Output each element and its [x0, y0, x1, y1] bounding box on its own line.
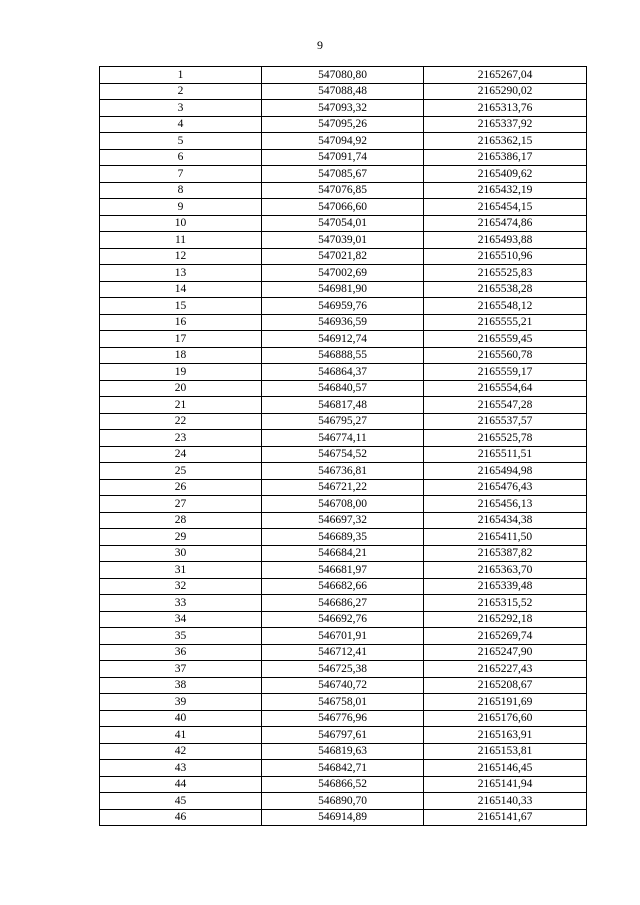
table-row	[100, 331, 587, 348]
x-coordinate-cell: 546914,89	[262, 809, 424, 826]
table-row	[100, 776, 587, 793]
table-row	[100, 710, 587, 727]
point-number-cell: 19	[100, 364, 262, 381]
table-row	[100, 446, 587, 463]
y-coordinate-cell: 2165559,17	[424, 364, 587, 381]
point-number-cell: 1	[100, 67, 262, 84]
y-coordinate-cell: 2165387,82	[424, 545, 587, 562]
point-number-cell: 3	[100, 100, 262, 117]
y-coordinate-cell: 2165141,67	[424, 809, 587, 826]
table-row	[100, 281, 587, 298]
y-coordinate-cell: 2165386,17	[424, 149, 587, 166]
y-coordinate-cell: 2165363,70	[424, 562, 587, 579]
y-coordinate-cell: 2165432,19	[424, 182, 587, 199]
y-coordinate-cell: 2165315,52	[424, 595, 587, 612]
y-coordinate-cell: 2165141,94	[424, 776, 587, 793]
table-row	[100, 380, 587, 397]
x-coordinate-cell: 546817,48	[262, 397, 424, 414]
y-coordinate-cell: 2165559,45	[424, 331, 587, 348]
point-number-cell: 35	[100, 628, 262, 645]
point-number-cell: 4	[100, 116, 262, 133]
table-row	[100, 133, 587, 150]
x-coordinate-cell: 546758,01	[262, 694, 424, 711]
y-coordinate-cell: 2165456,13	[424, 496, 587, 513]
y-coordinate-cell: 2165525,83	[424, 265, 587, 282]
point-number-cell: 32	[100, 578, 262, 595]
x-coordinate-cell: 546912,74	[262, 331, 424, 348]
y-coordinate-cell: 2165454,15	[424, 199, 587, 216]
y-coordinate-cell: 2165493,88	[424, 232, 587, 249]
table-row	[100, 760, 587, 777]
y-coordinate-cell: 2165409,62	[424, 166, 587, 183]
point-number-cell: 11	[100, 232, 262, 249]
point-number-cell: 26	[100, 479, 262, 496]
y-coordinate-cell: 2165537,57	[424, 413, 587, 430]
y-coordinate-cell: 2165247,90	[424, 644, 587, 661]
point-number-cell: 8	[100, 182, 262, 199]
table-row	[100, 298, 587, 315]
y-coordinate-cell: 2165290,02	[424, 83, 587, 100]
x-coordinate-cell: 546721,22	[262, 479, 424, 496]
table-row	[100, 727, 587, 744]
y-coordinate-cell: 2165411,50	[424, 529, 587, 546]
point-number-cell: 46	[100, 809, 262, 826]
x-coordinate-cell: 546797,61	[262, 727, 424, 744]
table-row	[100, 595, 587, 612]
y-coordinate-cell: 2165146,45	[424, 760, 587, 777]
x-coordinate-cell: 546701,91	[262, 628, 424, 645]
y-coordinate-cell: 2165547,28	[424, 397, 587, 414]
coordinates-table	[99, 66, 587, 826]
y-coordinate-cell: 2165337,92	[424, 116, 587, 133]
x-coordinate-cell: 547088,48	[262, 83, 424, 100]
table-row	[100, 83, 587, 100]
x-coordinate-cell: 546740,72	[262, 677, 424, 694]
point-number-cell: 38	[100, 677, 262, 694]
x-coordinate-cell: 547076,85	[262, 182, 424, 199]
x-coordinate-cell: 546754,52	[262, 446, 424, 463]
x-coordinate-cell: 546890,70	[262, 793, 424, 810]
point-number-cell: 13	[100, 265, 262, 282]
x-coordinate-cell: 546681,97	[262, 562, 424, 579]
y-coordinate-cell: 2165339,48	[424, 578, 587, 595]
y-coordinate-cell: 2165548,12	[424, 298, 587, 315]
x-coordinate-cell: 546774,11	[262, 430, 424, 447]
y-coordinate-cell: 2165560,78	[424, 347, 587, 364]
point-number-cell: 21	[100, 397, 262, 414]
point-number-cell: 5	[100, 133, 262, 150]
y-coordinate-cell: 2165554,64	[424, 380, 587, 397]
x-coordinate-cell: 546864,37	[262, 364, 424, 381]
x-coordinate-cell: 547093,32	[262, 100, 424, 117]
point-number-cell: 31	[100, 562, 262, 579]
x-coordinate-cell: 547080,80	[262, 67, 424, 84]
point-number-cell: 18	[100, 347, 262, 364]
x-coordinate-cell: 546682,66	[262, 578, 424, 595]
x-coordinate-cell: 546684,21	[262, 545, 424, 562]
point-number-cell: 25	[100, 463, 262, 480]
table-row	[100, 644, 587, 661]
table-row	[100, 166, 587, 183]
y-coordinate-cell: 2165474,86	[424, 215, 587, 232]
point-number-cell: 40	[100, 710, 262, 727]
y-coordinate-cell: 2165538,28	[424, 281, 587, 298]
table-row	[100, 232, 587, 249]
point-number-cell: 43	[100, 760, 262, 777]
y-coordinate-cell: 2165191,69	[424, 694, 587, 711]
table-row	[100, 694, 587, 711]
table-row	[100, 347, 587, 364]
point-number-cell: 44	[100, 776, 262, 793]
table-row	[100, 182, 587, 199]
y-coordinate-cell: 2165227,43	[424, 661, 587, 678]
table-row	[100, 661, 587, 678]
table-row	[100, 793, 587, 810]
point-number-cell: 12	[100, 248, 262, 265]
table-row	[100, 496, 587, 513]
x-coordinate-cell: 547095,26	[262, 116, 424, 133]
point-number-cell: 6	[100, 149, 262, 166]
y-coordinate-cell: 2165313,76	[424, 100, 587, 117]
x-coordinate-cell: 546692,76	[262, 611, 424, 628]
table-row	[100, 314, 587, 331]
x-coordinate-cell: 546725,38	[262, 661, 424, 678]
table-row	[100, 479, 587, 496]
x-coordinate-cell: 546689,35	[262, 529, 424, 546]
x-coordinate-cell: 546736,81	[262, 463, 424, 480]
table-row	[100, 545, 587, 562]
x-coordinate-cell: 546981,90	[262, 281, 424, 298]
table-row	[100, 100, 587, 117]
table-row	[100, 562, 587, 579]
x-coordinate-cell: 546697,32	[262, 512, 424, 529]
table-row	[100, 677, 587, 694]
x-coordinate-cell: 546819,63	[262, 743, 424, 760]
x-coordinate-cell: 546708,00	[262, 496, 424, 513]
point-number-cell: 16	[100, 314, 262, 331]
point-number-cell: 24	[100, 446, 262, 463]
point-number-cell: 39	[100, 694, 262, 711]
point-number-cell: 41	[100, 727, 262, 744]
y-coordinate-cell: 2165208,67	[424, 677, 587, 694]
x-coordinate-cell: 546888,55	[262, 347, 424, 364]
point-number-cell: 15	[100, 298, 262, 315]
y-coordinate-cell: 2165525,78	[424, 430, 587, 447]
table-row	[100, 578, 587, 595]
point-number-cell: 17	[100, 331, 262, 348]
coordinates-table-body	[100, 67, 587, 826]
x-coordinate-cell: 547091,74	[262, 149, 424, 166]
x-coordinate-cell: 546712,41	[262, 644, 424, 661]
x-coordinate-cell: 546959,76	[262, 298, 424, 315]
x-coordinate-cell: 546842,71	[262, 760, 424, 777]
table-row	[100, 743, 587, 760]
y-coordinate-cell: 2165362,15	[424, 133, 587, 150]
point-number-cell: 14	[100, 281, 262, 298]
table-row	[100, 199, 587, 216]
y-coordinate-cell: 2165292,18	[424, 611, 587, 628]
table-row	[100, 149, 587, 166]
y-coordinate-cell: 2165510,96	[424, 248, 587, 265]
point-number-cell: 45	[100, 793, 262, 810]
x-coordinate-cell: 547002,69	[262, 265, 424, 282]
point-number-cell: 22	[100, 413, 262, 430]
table-row	[100, 512, 587, 529]
point-number-cell: 30	[100, 545, 262, 562]
y-coordinate-cell: 2165555,21	[424, 314, 587, 331]
y-coordinate-cell: 2165163,91	[424, 727, 587, 744]
point-number-cell: 29	[100, 529, 262, 546]
x-coordinate-cell: 546840,57	[262, 380, 424, 397]
point-number-cell: 28	[100, 512, 262, 529]
x-coordinate-cell: 546936,59	[262, 314, 424, 331]
point-number-cell: 27	[100, 496, 262, 513]
y-coordinate-cell: 2165140,33	[424, 793, 587, 810]
y-coordinate-cell: 2165153,81	[424, 743, 587, 760]
table-row	[100, 364, 587, 381]
x-coordinate-cell: 546795,27	[262, 413, 424, 430]
y-coordinate-cell: 2165476,43	[424, 479, 587, 496]
point-number-cell: 33	[100, 595, 262, 612]
point-number-cell: 7	[100, 166, 262, 183]
x-coordinate-cell: 547094,92	[262, 133, 424, 150]
x-coordinate-cell: 547085,67	[262, 166, 424, 183]
point-number-cell: 37	[100, 661, 262, 678]
table-row	[100, 628, 587, 645]
x-coordinate-cell: 547021,82	[262, 248, 424, 265]
point-number-cell: 36	[100, 644, 262, 661]
table-row	[100, 215, 587, 232]
table-row	[100, 397, 587, 414]
table-row	[100, 413, 587, 430]
point-number-cell: 42	[100, 743, 262, 760]
x-coordinate-cell: 546866,52	[262, 776, 424, 793]
y-coordinate-cell: 2165494,98	[424, 463, 587, 480]
y-coordinate-cell: 2165511,51	[424, 446, 587, 463]
table-row	[100, 430, 587, 447]
point-number-cell: 23	[100, 430, 262, 447]
point-number-cell: 10	[100, 215, 262, 232]
table-row	[100, 463, 587, 480]
point-number-cell: 9	[100, 199, 262, 216]
table-row	[100, 67, 587, 84]
table-row	[100, 116, 587, 133]
x-coordinate-cell: 546686,27	[262, 595, 424, 612]
table-row	[100, 248, 587, 265]
table-row	[100, 809, 587, 826]
x-coordinate-cell: 546776,96	[262, 710, 424, 727]
y-coordinate-cell: 2165269,74	[424, 628, 587, 645]
y-coordinate-cell: 2165434,38	[424, 512, 587, 529]
x-coordinate-cell: 547066,60	[262, 199, 424, 216]
table-row	[100, 265, 587, 282]
page-number: 9	[317, 38, 323, 52]
point-number-cell: 34	[100, 611, 262, 628]
point-number-cell: 20	[100, 380, 262, 397]
x-coordinate-cell: 547039,01	[262, 232, 424, 249]
y-coordinate-cell: 2165267,04	[424, 67, 587, 84]
table-row	[100, 529, 587, 546]
point-number-cell: 2	[100, 83, 262, 100]
x-coordinate-cell: 547054,01	[262, 215, 424, 232]
table-row	[100, 611, 587, 628]
y-coordinate-cell: 2165176,60	[424, 710, 587, 727]
